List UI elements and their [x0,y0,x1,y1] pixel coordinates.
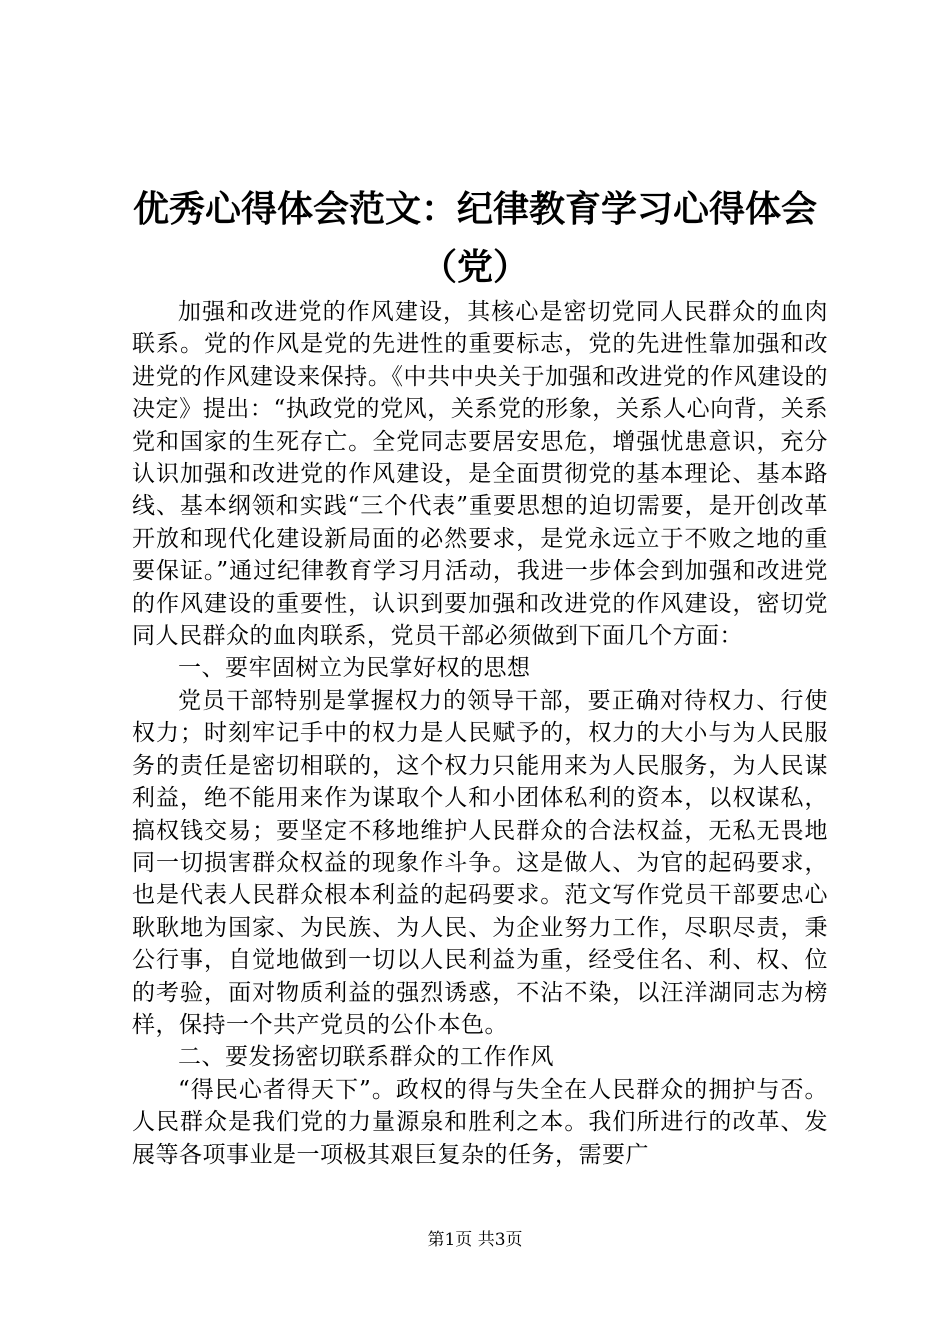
paragraph-intro: 加强和改进党的作风建设，其核心是密切党同人民群众的血肉联系。党的作风是党的先进性的重要标志，党的先进性靠加强和改进党的作风建设来保持。《中共中央关于加强和改进党的作风建设的决定》提出：“执政党的党风，关系党的形象，关系人心向背，关系党和国家的生死存亡。全党同志要居安思危，增强忧患意识，充分认识加强和改进党的作风建设，是全面贯彻党的基本理论、基本路线、基本纲领和实践“三个代表”重要思想的迫切需要，是开创改革开放和现代化建设新局面的必然要求，是党永远立于不败之地的重要保证。”通过纪律教育学习月活动，我进一步体会到加强和改进党的作风建设的重要性，认识到要加强和改进党的作风建设，密切党同人民群众的血肉联系，党员干部必须做到下面几个方面： [132,299,828,650]
page-footer: 第1页 共3页 [427,1230,523,1250]
paragraph-section-2: “得民心者得天下”。政权的得与失全在人民群众的拥护与否。人民群众是我们党的力量源泉和胜利之本。我们所进行的改革、发展等各项事业是一项极其艰巨复杂的任务，需要广 [132,1076,828,1168]
section-heading-1: 一、要牢固树立为民掌好权的思想 [178,655,531,682]
title-line-1: 优秀心得体会范文：纪律教育学习心得体会 [132,188,817,230]
document-title [100,180,850,296]
section-heading-2: 二、要发扬密切联系群众的工作作风 [178,1044,554,1071]
paragraph-section-1: 党员干部特别是掌握权力的领导干部，要正确对待权力、行使权力；时刻牢记手中的权力是人民赋予的，权力的大小与为人民服务的责任是密切相联的，这个权力只能用来为人民服务，为人民谋利益，绝不能用来作为谋取个人和小团体私利的资本，以权谋私，搞权钱交易；要坚定不移地维护人民群众的合法权益，无私无畏地同一切损害群众权益的现象作斗争。这是做人、为官的起码要求，也是代表人民群众根本利益的起码要求。范文写作党员干部要忠心耿耿地为国家、为民族、为人民、为企业努力工作，尽职尽责，秉公行事，自觉地做到一切以人民利益为重，经受住名、利、权、位的考验，面对物质利益的强烈诱惑，不沾不染，以汪洋湖同志为榜样，保持一个共产党员的公仆本色。 [132,687,828,1038]
title-line-2: （党） [420,246,529,288]
document-body [132,296,828,1171]
